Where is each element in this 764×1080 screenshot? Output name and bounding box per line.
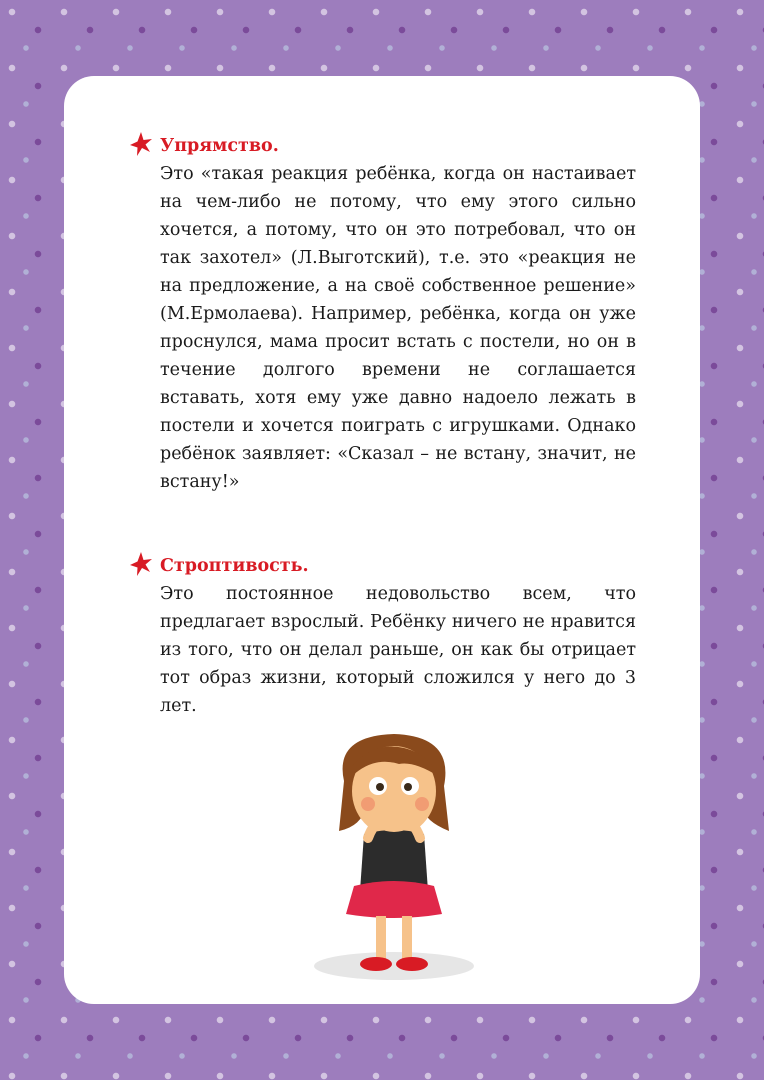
section-text: Это «такая реакция ребёнка, когда он настаивает на чем-либо не потому, что ему этого сильно хочется, а потому, что он это потребовал, что он так захотел» (Л.Выготский), т.е. это «реакция не на предложение, а на своё собственное решение» (М.Ермолаева). Например, ребёнка, когда он уже проснулся, мама просит встать с постели, но он в течение долгого времени не соглашается вставать, хотя ему уже давно надоело лежать в постели и хочется поиграть с игрушками. Однако ребёнок заявляет: «Сказал – не встану, значит, не встану!» (160, 164, 636, 492)
section-text: Это постоянное недовольство всем, что предлагает взрослый. Ребёнку ничего не нравится из того, что он делал раньше, он как бы отрицает тот образ жизни, который сложился у него до 3 лет. (160, 584, 636, 716)
red-star-icon (128, 131, 154, 157)
red-star-icon (128, 551, 154, 577)
content-card (64, 76, 700, 1004)
section-header (160, 132, 636, 160)
section-title: Упрямство (160, 136, 273, 156)
section-title: Строптивость. (160, 556, 309, 576)
section-stubbornness (160, 132, 636, 496)
title-period: . (272, 136, 279, 156)
girl-illustration (304, 726, 484, 986)
section-header (160, 552, 636, 580)
section-obstinacy (160, 552, 636, 720)
